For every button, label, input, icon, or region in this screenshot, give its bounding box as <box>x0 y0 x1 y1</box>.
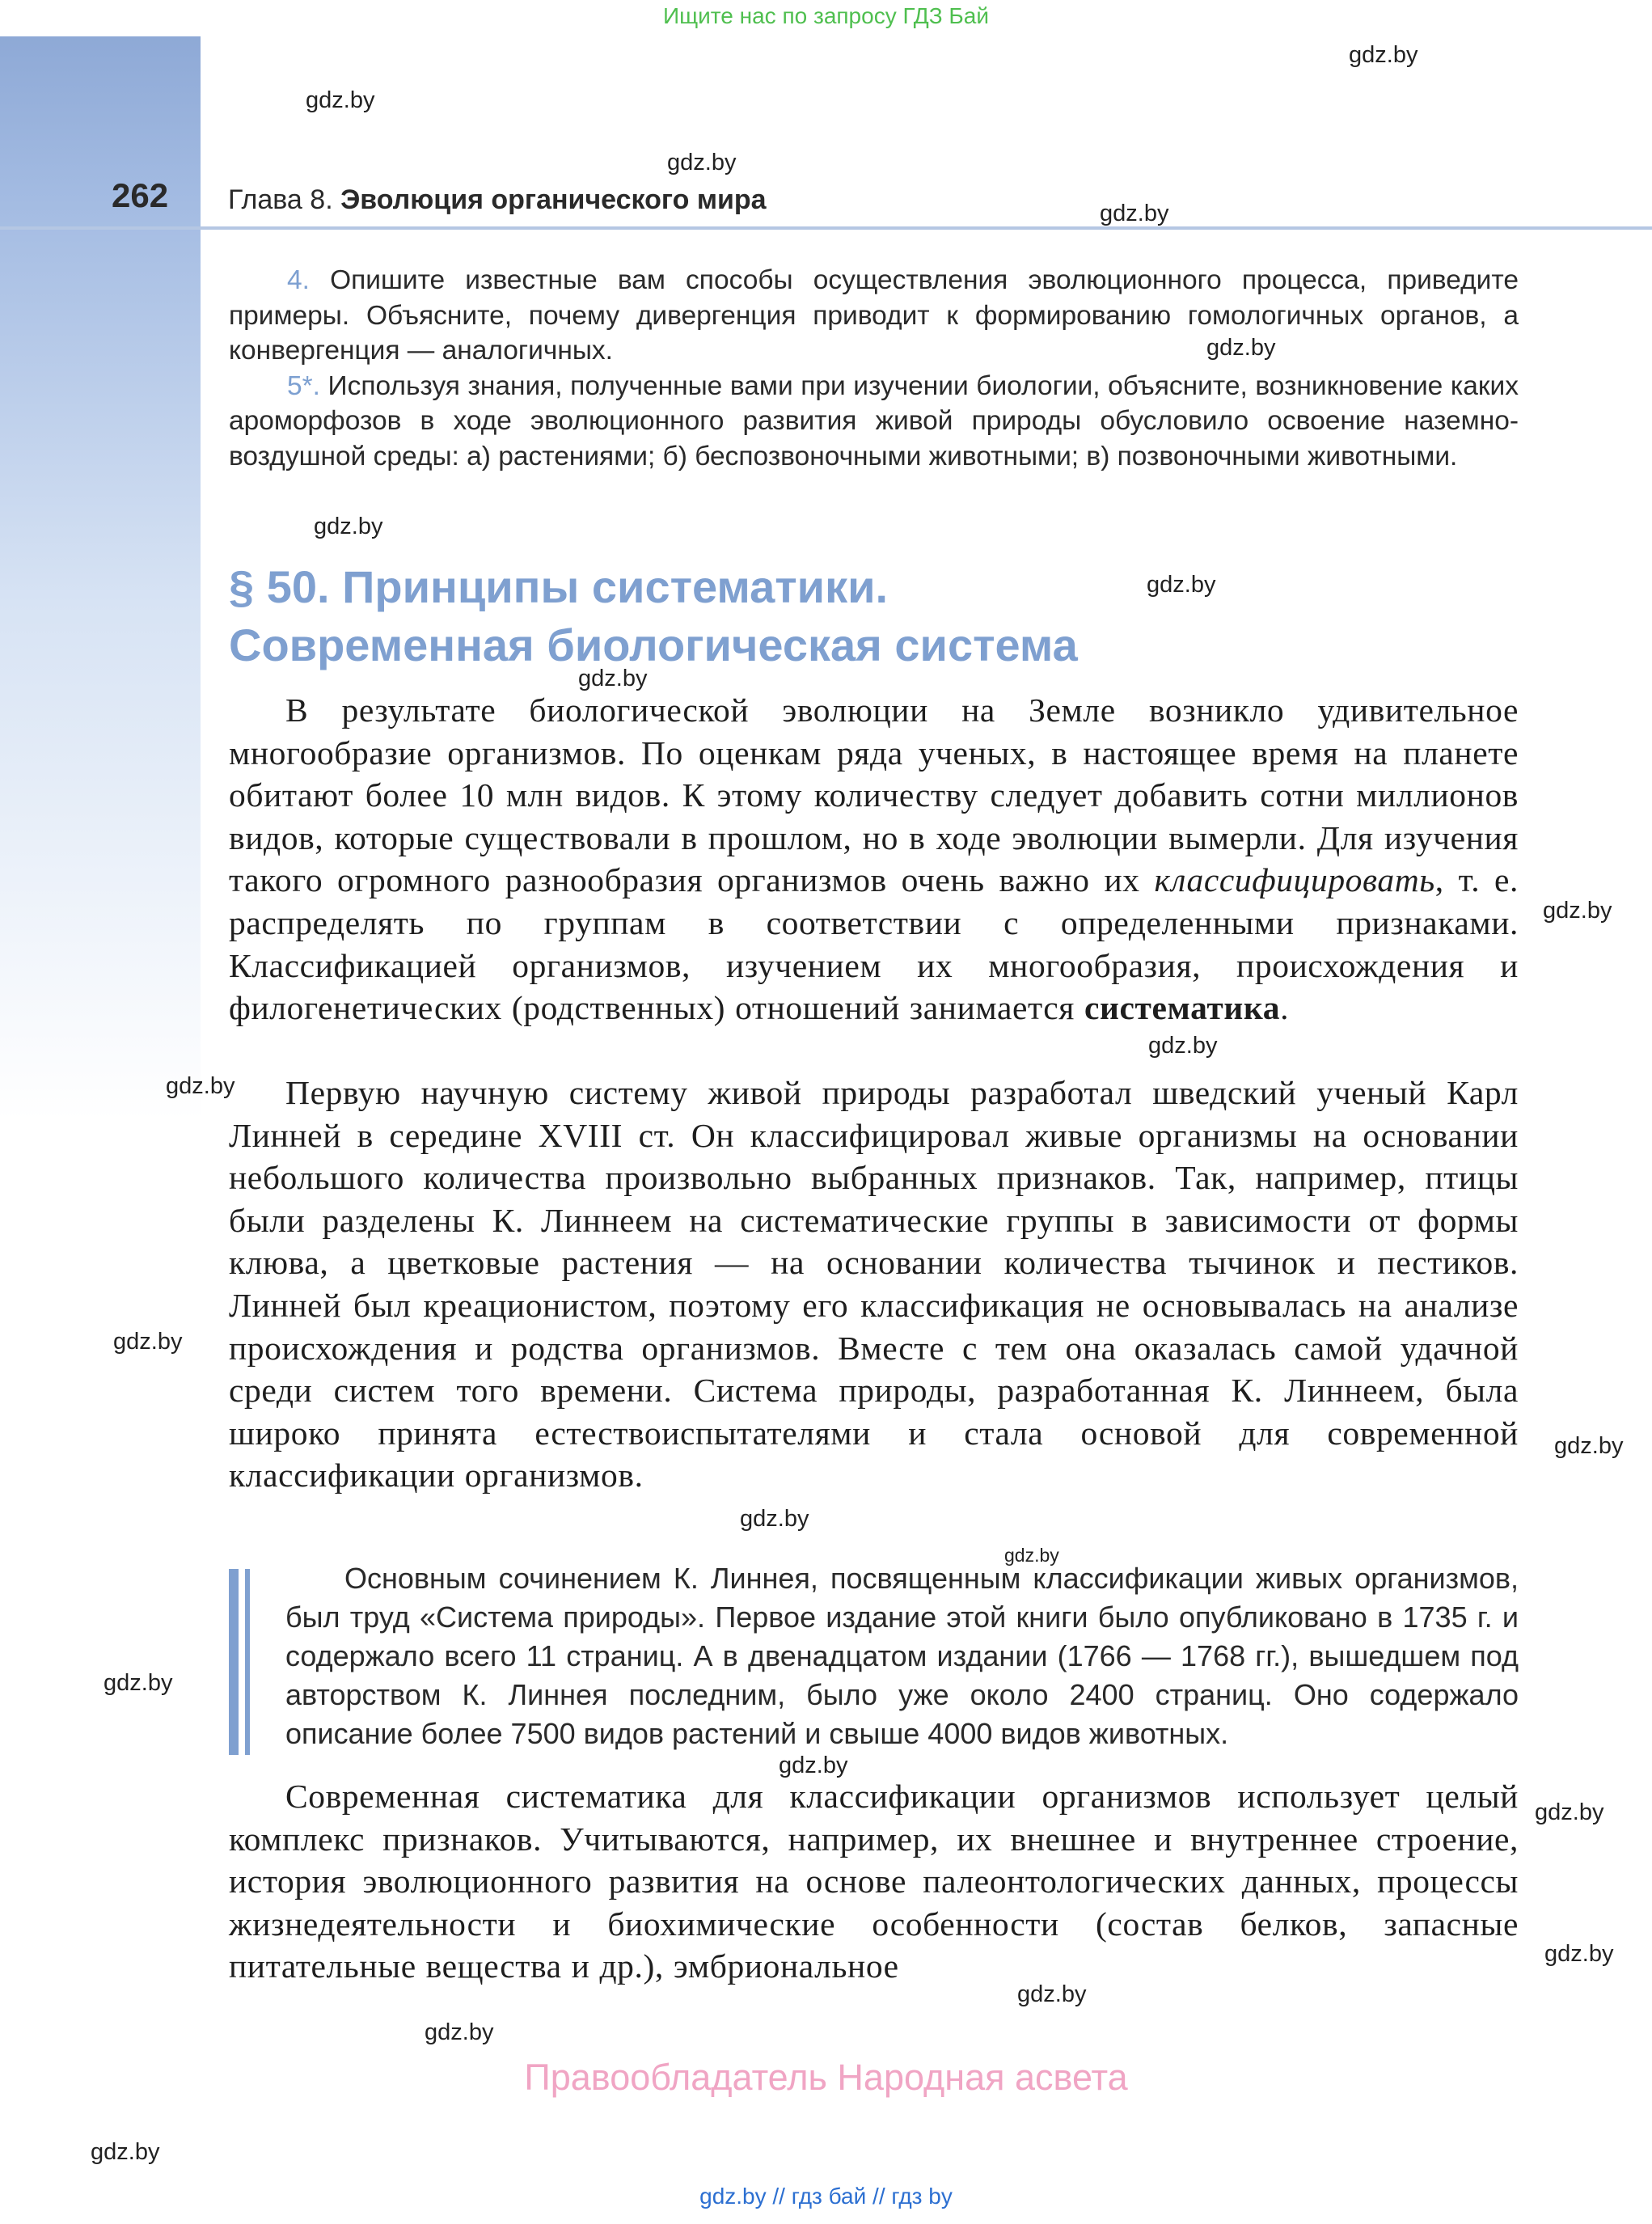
paragraph-1-end: . <box>1280 989 1290 1027</box>
page-number: 262 <box>112 176 169 214</box>
paragraph-1 <box>229 689 1519 1030</box>
top-banner: Ищите нас по запросу ГДЗ Бай <box>662 3 990 28</box>
paragraph-1-text: В результате биологической эволюции на Земле возникло удивительное многообразие организмов. По оценкам ряда ученых, в настоящее время на планете обитают более 10 млн видов. К этому количеству следует добавить сотни миллионов видов, которые существовали в прошлом, но в ходе эволюции вымерли. Для изучения такого огромного разнообразия организмов очень важно их <box>229 691 1519 899</box>
watermark: gdz.by <box>306 87 375 113</box>
watermark: gdz.by <box>1544 1941 1614 1967</box>
note-text: Основным сочинением К. Линнея, посвященным классификации живых организмов, был труд «Система природы». Первое издание этой книги было опубликовано в 1735 г. и содержало всего 11 страниц. А в двенадцатом издании (1766 — 1768 гг.), вышедшем под авторством К. Линнея последним, было уже около 2400 страниц. Оно содержало описание более 7500 видов растений и свыше 4000 видов животных. <box>285 1562 1519 1750</box>
watermark: gdz.by <box>779 1753 848 1778</box>
watermark: gdz.by <box>314 514 383 539</box>
watermark: gdz.by <box>667 150 737 175</box>
side-decoration <box>0 36 201 1120</box>
watermark: gdz.by <box>91 2139 160 2165</box>
watermark: gdz.by <box>1148 1033 1218 1059</box>
chapter-title: Эволюция органического мира <box>340 184 767 215</box>
watermark: gdz.by <box>425 2019 494 2045</box>
watermark: gdz.by <box>1535 1799 1604 1825</box>
watermark: gdz.by <box>1147 572 1216 598</box>
section-title-line2: Современная биологическая система <box>229 619 1078 670</box>
chapter-header <box>228 184 767 216</box>
footer-links: gdz.by // гдз бай // гдз by <box>699 2184 953 2209</box>
question-text: Используя знания, полученные вами при изучении биологии, объясните, возникновение каких ароморфозов в ходе эволюционного развития живой природы обусловило освоение наземно-воздушной среды: а) растениями; б) беспозвоночными животными; в) позвоночными животными. <box>229 370 1519 471</box>
header-divider <box>0 226 1652 230</box>
paragraph-2-text: Первую научную систему живой природы разработал шведский ученый Карл Линней в середине XVIII ст. Он классифицировал живые организмы на основании небольшого количества произвольно выбранных признаков. Так, например, птицы были разделены К. Линнеем на систематические группы в зависимости от формы клюва, а цветковые растения — на основании количества тычинок и пестиков. Линней был креационистом, поэтому его классификация не основывалась на анализе происхождения и родства организмов. Вместе с тем она оказалась самой удачной среди систем того времени. Система природы, разработанная К. Линнеем, была широко принята естествоиспытателями и стала основой для современной классификации организмов. <box>229 1074 1519 1495</box>
term-bold: систематика <box>1084 989 1281 1027</box>
watermark: gdz.by <box>740 1506 809 1532</box>
linnaeus-note <box>285 1559 1519 1753</box>
paragraph-1-text-cont: , т. е. распределять по группам в соответствии с определенными признаками. Классификацией организмов, изучением их многообразия, происхождения и филогенетических (родственных) отношений занимается <box>229 861 1519 1027</box>
watermark: gdz.by <box>1206 335 1276 361</box>
watermark: gdz.by <box>1349 42 1418 68</box>
paragraph-3-text: Современная систематика для классификации организмов использует целый комплекс признаков. Учитываются, например, их внешнее и внутреннее строение, история эволюционного развития на основе палеонтологических данных, процессы жизнедеятельности и биохимические особенности (состав белков, запасные питательные вещества и др.), эмбриональное <box>229 1778 1519 1985</box>
watermark: gdz.by <box>166 1073 235 1099</box>
paragraph-2 <box>229 1072 1519 1497</box>
question-text: Опишите известные вам способы осуществления эволюционного процесса, приведите примеры. Объясните, почему дивергенция приводит к формированию гомологичных органов, а конвергенция — аналогичных. <box>229 265 1519 366</box>
watermark: gdz.by <box>1017 1981 1087 2007</box>
watermark: gdz.by <box>1004 1545 1059 1566</box>
paragraph-3 <box>229 1775 1519 1988</box>
questions-block <box>229 263 1519 475</box>
section-heading <box>229 558 1280 674</box>
watermark: gdz.by <box>1554 1433 1624 1459</box>
watermark: gdz.by <box>578 666 648 691</box>
question-item <box>229 263 1519 369</box>
term-italic: классифицировать <box>1154 861 1435 899</box>
question-number: 5*. <box>287 370 320 401</box>
question-item <box>229 369 1519 475</box>
question-number: 4. <box>287 265 310 295</box>
copyright-notice: Правообладатель Народная асвета <box>524 2057 1128 2098</box>
watermark: gdz.by <box>113 1329 183 1355</box>
chapter-prefix: Глава 8. <box>228 184 333 215</box>
watermark: gdz.by <box>104 1670 173 1696</box>
section-title-line1: § 50. Принципы систематики. <box>229 561 889 612</box>
watermark: gdz.by <box>1100 201 1169 226</box>
watermark: gdz.by <box>1543 898 1612 924</box>
